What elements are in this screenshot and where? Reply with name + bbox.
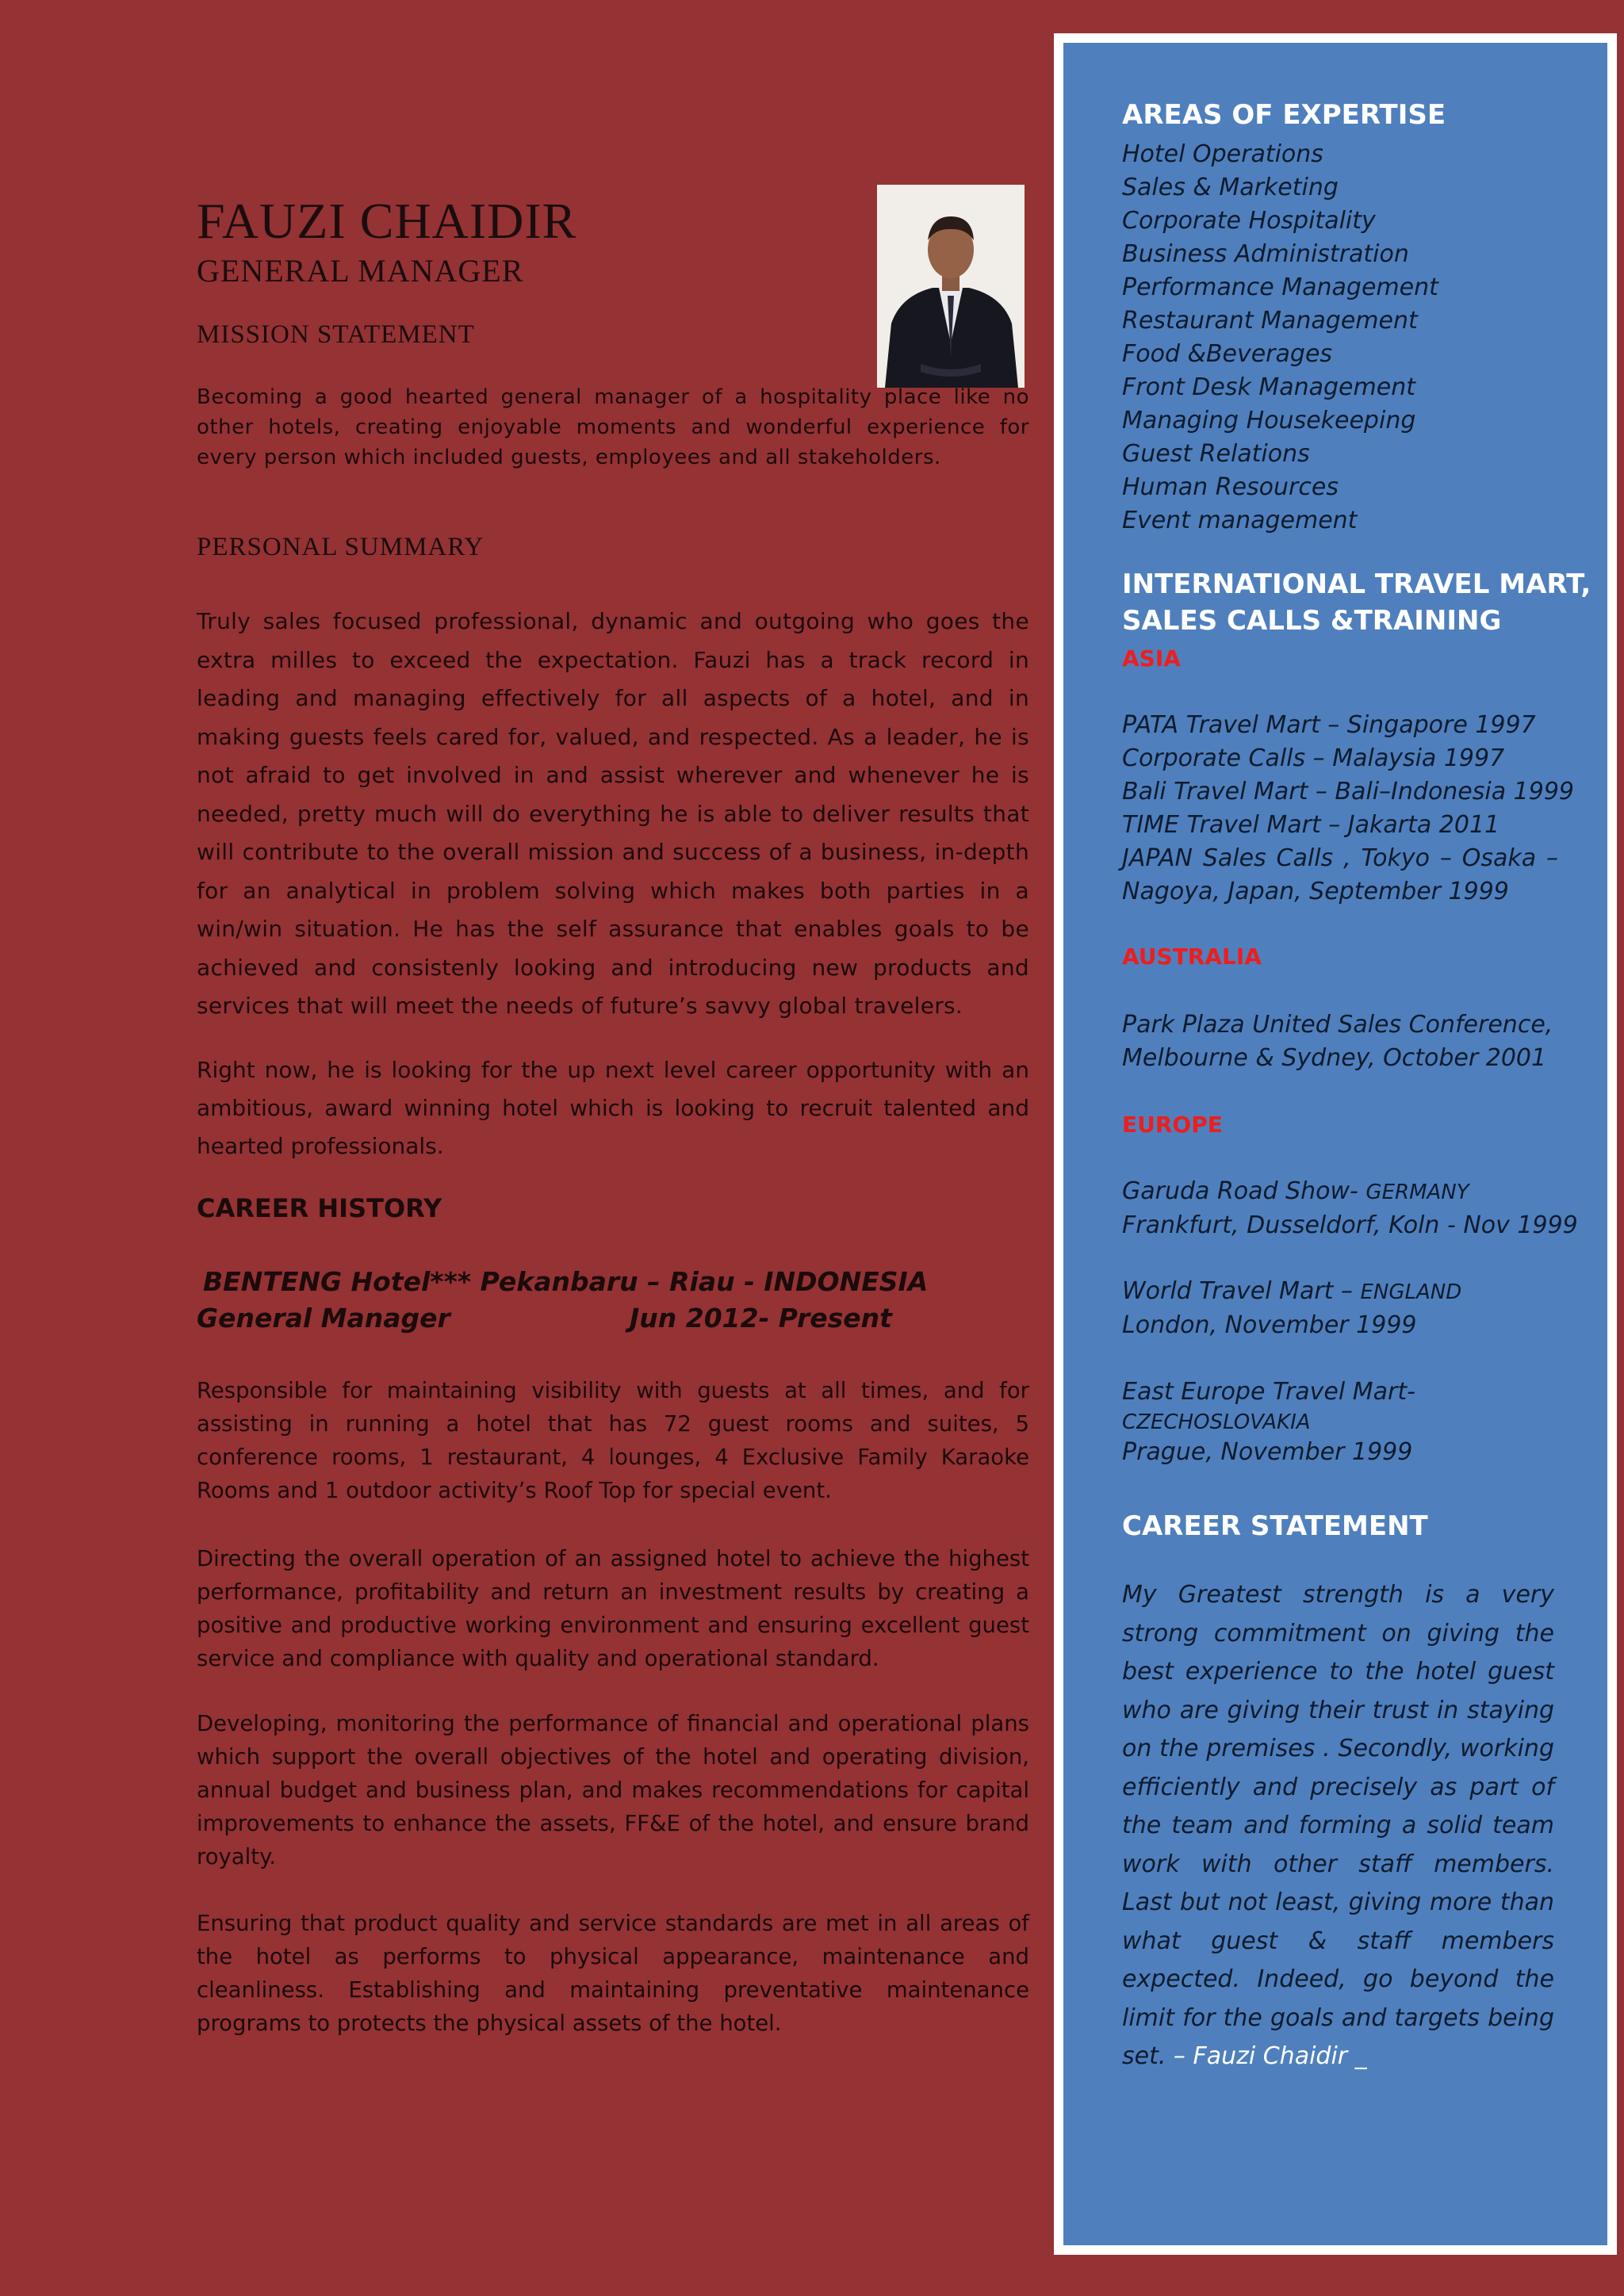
- event-text: Garuda Road Show-: [1122, 1177, 1366, 1205]
- event-text: World Travel Mart –: [1122, 1277, 1361, 1305]
- event-item: Nagoya, Japan, September 1999: [1122, 878, 1509, 905]
- event-item: Melbourne & Sydney, October 2001: [1122, 1044, 1547, 1072]
- job-period: Jun 2012- Present: [630, 1303, 892, 1334]
- duty-paragraph: Directing the overall operation of an assigned hotel to achieve the highest performance, profitability and return an investment results by creating a positive and productive working environment and ensuring excellent guest service and compliance with quality and operational standard.: [197, 1546, 1029, 1671]
- event-item: Frankfurt, Dusseldorf, Koln - Nov 1999: [1122, 1211, 1578, 1239]
- job-position: General Manager: [197, 1303, 450, 1334]
- career-history-heading: CAREER HISTORY: [197, 1193, 442, 1223]
- career-statement-heading: CAREER STATEMENT: [1122, 1510, 1428, 1542]
- europe-event-garuda: [1122, 1175, 1578, 1242]
- event-item: JAPAN Sales Calls , Tokyo – Osaka –: [1122, 844, 1558, 872]
- event-item: Bali Travel Mart – Bali–Indonesia 1999: [1122, 778, 1574, 806]
- summary-heading: PERSONAL SUMMARY: [197, 533, 485, 561]
- list-item: Front Desk Management: [1122, 373, 1415, 401]
- list-item: Business Administration: [1122, 240, 1409, 268]
- job-title: GENERAL MANAGER: [197, 253, 524, 289]
- event-country: ENGLAND: [1360, 1280, 1462, 1304]
- region-australia: AUSTRALIA: [1122, 943, 1262, 970]
- event-item: East Europe Travel Mart-: [1122, 1378, 1415, 1406]
- list-item: Event management: [1122, 507, 1358, 534]
- list-item: Guest Relations: [1122, 440, 1310, 468]
- list-item: Sales & Marketing: [1122, 174, 1339, 201]
- region-europe: EUROPE: [1122, 1112, 1223, 1138]
- event-item: [1122, 1275, 1558, 1309]
- europe-event-east: [1122, 1376, 1558, 1469]
- travel-heading-line: INTERNATIONAL TRAVEL MART,: [1122, 568, 1591, 600]
- person-portrait-icon: [877, 185, 1025, 388]
- list-item: Managing Housekeeping: [1122, 407, 1416, 434]
- list-item: Performance Management: [1122, 274, 1438, 301]
- europe-event-wtm: [1122, 1275, 1558, 1342]
- summary-paragraph: Truly sales focused professional, dynamic and outgoing who goes the extra milles to exceed the expectation. Fauzi has a track record in leading and managing effectively for all aspects of a hotel, and in making guests feels cared for, valued, and respected. As a leader, he is not afraid to get involved in and assist wherever and whenever he is needed, pretty much will do everything he is able to deliver results that will contribute to the overall mission and success of a business, in-depth for an analytical in problem solving which makes both parties in a win/win situation. He has the self assurance that enables goals to be achieved and consistenly looking and introducing new products and services that will meet the needs of future’s savvy global travelers.: [197, 608, 1029, 1019]
- hotel-name: BENTENG Hotel*** Pekanbaru – Riau - INDONESIA: [203, 1266, 929, 1297]
- australia-events: [1122, 1008, 1558, 1075]
- list-item: Human Resources: [1122, 473, 1339, 501]
- mission-heading: MISSION STATEMENT: [197, 320, 475, 349]
- event-item: PATA Travel Mart – Singapore 1997: [1122, 711, 1536, 739]
- duty-paragraph: Responsible for maintaining visibility with guests at all times, and for assisting in running a hotel that has 72 guest rooms and suites, 5 conference rooms, 1 restaurant, 4 lounges, 4 Exclusive Family Karaoke Rooms and 1 outdoor activity’s Roof Top for special event.: [197, 1378, 1029, 1503]
- person-name: FAUZI CHAIDIR: [197, 193, 577, 249]
- asia-events: [1122, 709, 1574, 909]
- statement-body: My Greatest strength is a very strong commitment on giving the best experience to the hotel guest who are giving their trust in staying on the premises . Secondly, working efficiently and precisely as part of the team and forming a solid team work with other staff members. Last but not least, giving more than what guest & staff members expected. Indeed, go beyond the limit for the goals and targets being set.: [1122, 1581, 1554, 2070]
- event-item: [1122, 1175, 1558, 1209]
- region-asia: ASIA: [1122, 645, 1181, 672]
- list-item: Restaurant Management: [1122, 307, 1418, 335]
- event-country: CZECHOSLOVAKIA: [1122, 1410, 1311, 1434]
- ambition-paragraph: Right now, he is looking for the up next level career opportunity with an ambitious, award winning hotel which is looking to recruit talented and hearted professionals.: [197, 1057, 1029, 1159]
- event-item: TIME Travel Mart – Jakarta 2011: [1122, 811, 1500, 839]
- event-item: Corporate Calls – Malaysia 1997: [1122, 744, 1505, 772]
- event-item: London, November 1999: [1122, 1311, 1417, 1339]
- travel-heading-line: SALES CALLS &TRAINING: [1122, 605, 1502, 637]
- statement-signature: – Fauzi Chaidir _: [1166, 2042, 1367, 2070]
- list-item: Hotel Operations: [1122, 140, 1323, 168]
- expertise-heading: AREAS OF EXPERTISE: [1122, 99, 1446, 131]
- event-item: Park Plaza United Sales Conference,: [1122, 1011, 1553, 1039]
- travel-heading: [1122, 566, 1591, 639]
- duty-paragraph: Ensuring that product quality and service standards are met in all areas of the hotel as performs to physical appearance, maintenance and cleanliness. Establishing and maintaining preventative maintenance programs to protects the physical assets of the hotel.: [197, 1911, 1029, 2036]
- profile-photo: [877, 185, 1025, 388]
- list-item: Food &Beverages: [1122, 340, 1333, 368]
- expertise-list: [1122, 138, 1438, 538]
- event-item: Prague, November 1999: [1122, 1438, 1413, 1466]
- event-country: GERMANY: [1365, 1181, 1469, 1204]
- mission-text: Becoming a good hearted general manager of a hospitality place like no other hotels, creating enjoyable moments and wonderful experience for every person which included guests, employees and all stakeholders.: [197, 385, 1029, 469]
- list-item: Corporate Hospitality: [1122, 207, 1376, 235]
- career-statement-text: [1122, 1576, 1554, 2076]
- duty-paragraph: Developing, monitoring the performance of financial and operational plans which support the overall objectives of the hotel and operating division, annual budget and business plan, and makes recommendations for capital improvements to enhance the assets, FF&E of the hotel, and ensure brand royalty.: [197, 1711, 1029, 1869]
